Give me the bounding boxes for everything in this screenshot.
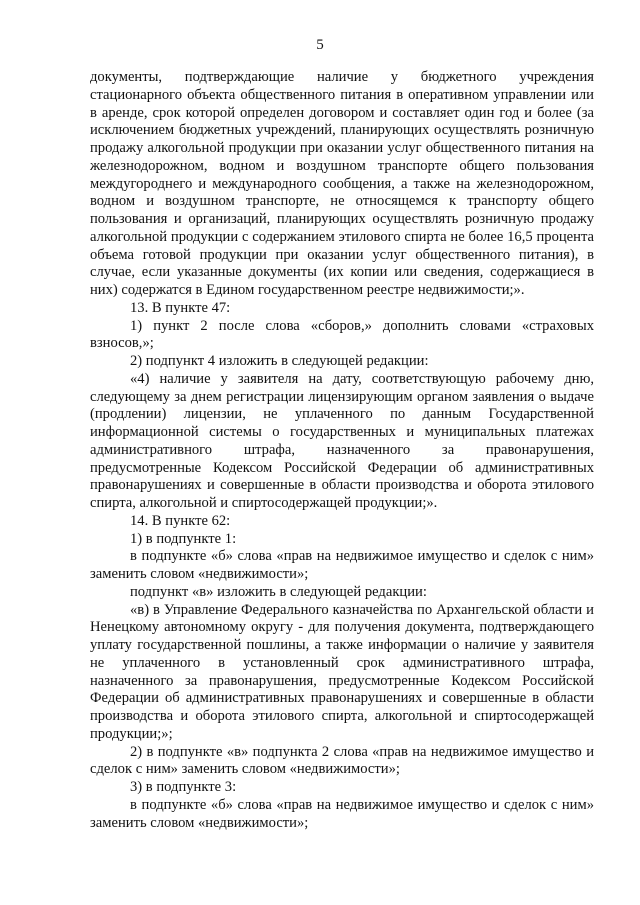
paragraph: 2) в подпункте «в» подпункта 2 слова «прав на недвижимое имущество и сделок с ним» заменить словом «недвижимости»;: [90, 743, 594, 778]
paragraph: 1) в подпункте 1:: [130, 530, 237, 547]
paragraph: «4) наличие у заявителя на дату, соответствующую рабочему дню, следующему за днем регистрации лицензирующим органом заявления о выдаче (продлении) лицензии, не уплаченного по данным Государственной информационной системы о государственных и муниципальных платежах административного штрафа, назначенного за правонарушения, предусмотренные Кодексом Российской Федерации об административных правонарушениях и совершенные в области производства и оборота этилового спирта, алкогольной и спиртосодержащей продукции;».: [90, 370, 594, 511]
paragraph: «в) в Управление Федерального казначейства по Архангельской области и Ненецкому автономному округу - для получения документа, подтверждающего уплату государственной пошлины, а также информации о наличие у заявителя не уплаченного в установленный срок административного штрафа, назначенного за правонарушения, предусмотренные Кодексом Российской Федерации об административных правонарушениях и совершенные в области производства и оборота этилового спирта, алкогольной и спиртосодержащей продукции;»;: [90, 601, 594, 742]
document-body: [90, 69, 594, 832]
paragraph: 3) в подпункте 3:: [130, 779, 237, 795]
paragraph: 14. В пункте 62:: [130, 512, 231, 529]
paragraph: подпункт «в» изложить в следующей редакции:: [130, 583, 427, 600]
paragraph: в подпункте «б» слова «прав на недвижимое имущество и сделок с ним» заменить словом «недвижимости»;: [90, 796, 594, 831]
paragraph: 2) подпункт 4 изложить в следующей редакции:: [130, 353, 429, 369]
paragraph: документы, подтверждающие наличие у бюджетного учреждения стационарного объекта общественного питания в оперативном управлении или в аренде, срок которой определен договором и составляет один год и более (за исключением бюджетных учреждений, планирующих осуществлять розничную продажу алкогольной продукции при оказании услуг общественного питания на железнодорожном, водном и воздушном транспорте общего пользования междугороднего и международного сообщения, а также на железнодорожном, водном и воздушном транспорте, не относящемся к транспорту общего пользования и организаций, планирующих осуществлять розничную продажу алкогольной продукции с содержанием этилового спирта не более 16,5 процента объема готовой продукции при оказании услуг общественного питания), в случае, если указанные документы (их копии или сведения, содержащиеся в них) содержатся в Едином государственном реестре недвижимости;».: [90, 69, 594, 298]
paragraph: 13. В пункте 47:: [130, 299, 231, 316]
paragraph: 1) пункт 2 после слова «сборов,» дополнить словами «страховых взносов,»;: [90, 317, 594, 352]
page-number: 5: [316, 37, 324, 53]
paragraph: в подпункте «б» слова «прав на недвижимое имущество и сделок с ним» заменить словом «недвижимости»;: [90, 548, 594, 582]
